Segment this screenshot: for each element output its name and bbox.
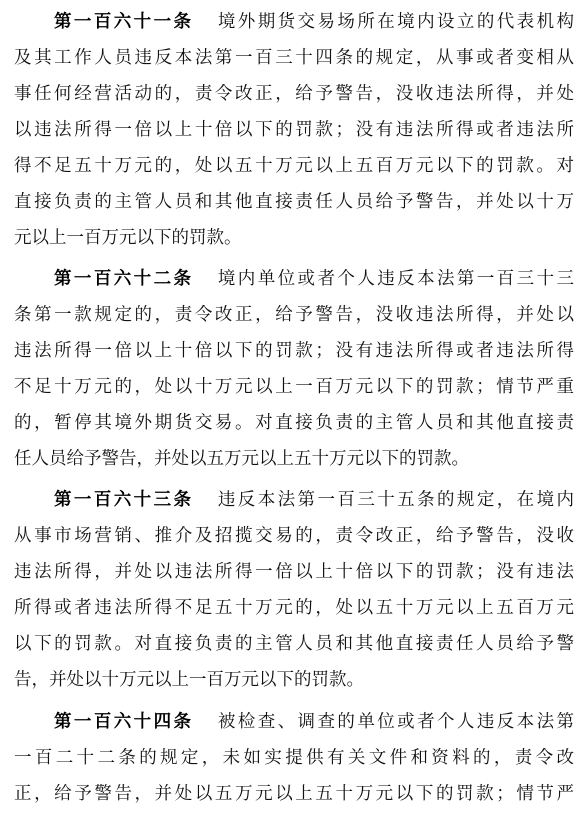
article-first-line	[54, 708, 574, 736]
article-line: 直接负责的主管人员和其他直接责任人员给予警告，并处以十万	[14, 192, 574, 212]
article-line: 违法所得一倍以上十倍以下的罚款；没有违法所得或者违法所得	[14, 341, 574, 361]
article-text: 被检查、调查的单位或者个人违反本法第	[215, 712, 575, 732]
article-first-line	[54, 486, 574, 514]
article-line: 一百二十二条的规定，未如实提供有关文件和资料的，责令改	[14, 748, 574, 768]
article-line: 条第一款规定的，责令改正，给予警告，没收违法所得，并处以	[14, 305, 574, 325]
article-first-line	[54, 8, 574, 36]
article-line: 事任何经营活动的，责令改正，给予警告，没收违法所得，并处	[14, 84, 574, 104]
article-line: 及其工作人员违反本法第一百三十四条的规定，从事或者变相从	[14, 48, 574, 68]
article-number: 第一百六十三条	[54, 490, 194, 510]
article-text: 违反本法第一百三十五条的规定，在境内	[215, 490, 575, 510]
article-line: 元以上一百万元以下的罚款。	[14, 228, 242, 248]
article-first-line	[54, 265, 574, 293]
article-number: 第一百六十四条	[54, 712, 194, 732]
article-number: 第一百六十二条	[54, 269, 194, 289]
article-text: 境内单位或者个人违反本法第一百三十三	[215, 269, 575, 289]
article-line: 正，给予警告，并处以五万元以上五十万元以下的罚款；情节严	[14, 784, 574, 804]
article-line: 所得或者违法所得不足五十万元的，处以五十万元以上五百万元	[14, 598, 574, 618]
article-line: 的，暂停其境外期货交易。对直接负责的主管人员和其他直接责	[14, 413, 574, 433]
article-line: 得不足五十万元的，处以五十万元以上五百万元以下的罚款。对	[14, 156, 574, 176]
article-number: 第一百六十一条	[54, 12, 194, 32]
article-line: 以下的罚款。对直接负责的主管人员和其他直接责任人员给予警	[14, 634, 574, 654]
article-line: 违法所得，并处以违法所得一倍以上十倍以下的罚款；没有违法	[14, 562, 574, 582]
article-line: 从事市场营销、推介及招揽交易的，责令改正，给予警告，没收	[14, 526, 574, 546]
article-line: 任人员给予警告，并处以五万元以上五十万元以下的罚款。	[14, 449, 469, 469]
article-text: 境外期货交易场所在境内设立的代表机构	[215, 12, 575, 32]
article-line: 告，并处以十万元以上一百万元以下的罚款。	[14, 670, 364, 690]
article-line: 不足十万元的，处以十万元以上一百万元以下的罚款；情节严重	[14, 377, 574, 397]
article-line: 以违法所得一倍以上十倍以下的罚款；没有违法所得或者违法所	[14, 120, 574, 140]
